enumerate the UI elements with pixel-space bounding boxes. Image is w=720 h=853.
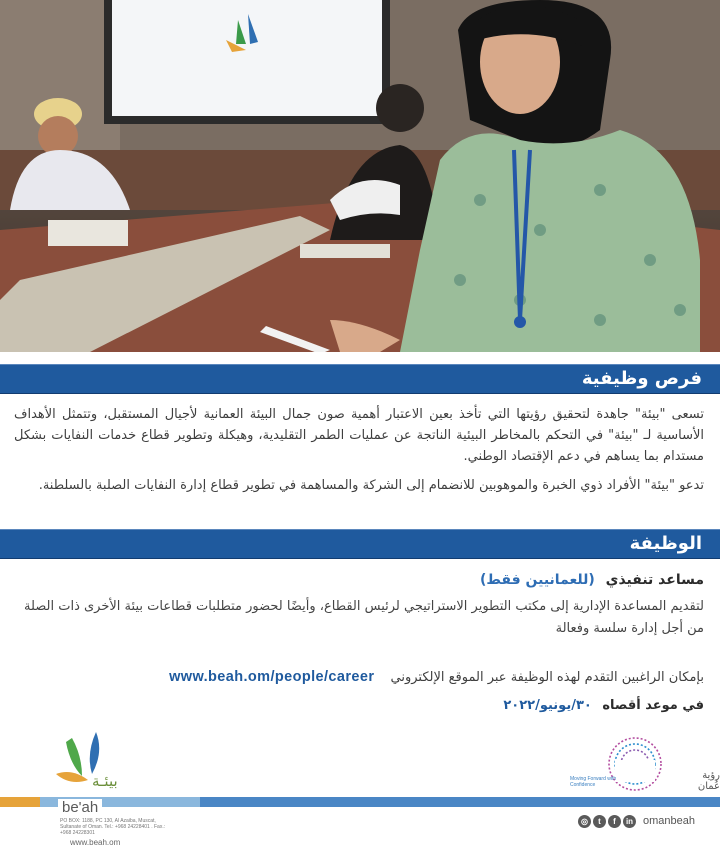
stripe-blue — [200, 797, 720, 807]
twitter-icon[interactable]: t — [593, 815, 606, 828]
social-handle[interactable]: omanbeah — [643, 815, 695, 827]
apply-text: بإمكان الراغبين التقدم لهذه الوظيفة عبر الموقع الإلكتروني — [390, 670, 704, 685]
hero-illustration — [0, 0, 720, 352]
section-header-job — [0, 529, 720, 559]
invitation-paragraph: تدعو "بيئة" الأفراد ذوي الخبرة والموهوبين للانضمام إلى الشركة والمساهمة في تطوير قطاع إدارة النفايات الصلبة بالسلطنة. — [38, 478, 704, 493]
deadline-date: ٣٠/يونيو/٢٠٢٢ — [503, 698, 592, 713]
section-title: فرص وظيفية — [581, 368, 702, 389]
section-header-opportunities — [0, 364, 720, 394]
intro-paragraph: تسعى "بيئة" جاهدة لتحقيق رؤيتها التي تأخذ بعين الاعتبار أهمية صون جمال البيئة العمانية لأجيال المستقبل، وتتمثل الأهداف الأساسية لـ "بيئة" في التحكم بالمخاطر البيئية الناتجة عن عمليات الطمر التقليدية، وهيكلة وتطوير قطاع خدمات النفايات بشكل مستدام بما يساهم في دعم الإقتصاد الوطني. — [14, 407, 704, 464]
job-eligibility-note: (للعمانيين فقط) — [480, 572, 595, 588]
career-link[interactable]: www.beah.om/people/career — [169, 669, 375, 685]
vision-label-arabic: رؤية عُمان — [697, 770, 720, 792]
brand-name-english: be'ah — [58, 799, 102, 816]
job-title-text: مساعد تنفيذي — [605, 572, 704, 588]
footer-website[interactable]: www.beah.om — [70, 838, 121, 847]
section-title: الوظيفة — [629, 533, 702, 554]
company-address: PO BOX: 1188, PC 130, Al Azaiba, Muscat, Sultanate of Oman. Tel.: +968 24228401 . Fax.: +968 24228301 — [60, 818, 166, 836]
deadline-label: في موعد أقصاه — [602, 698, 704, 713]
stripe-orange — [0, 797, 40, 807]
hero-photo — [0, 0, 720, 352]
social-links — [578, 814, 695, 828]
job-title — [480, 572, 704, 588]
linkedin-icon[interactable]: in — [623, 815, 636, 828]
facebook-icon[interactable]: f — [608, 815, 621, 828]
vision-tagline: Moving Forward with Confidence — [570, 776, 617, 788]
instagram-icon[interactable]: ◎ — [578, 815, 591, 828]
brand-name-arabic: بيئـة — [92, 772, 118, 790]
deadline — [503, 698, 704, 713]
footer-stripe — [0, 797, 720, 807]
apply-instructions — [169, 669, 704, 685]
job-description: لتقديم المساعدة الإدارية إلى مكتب التطوير الاستراتيجي لرئيس القطاع، وأيضًا لحضور متطلبات قطاعات بيئة الأخرى ذات الصلة من أجل إدارة سلسة وفعالة — [23, 599, 704, 636]
